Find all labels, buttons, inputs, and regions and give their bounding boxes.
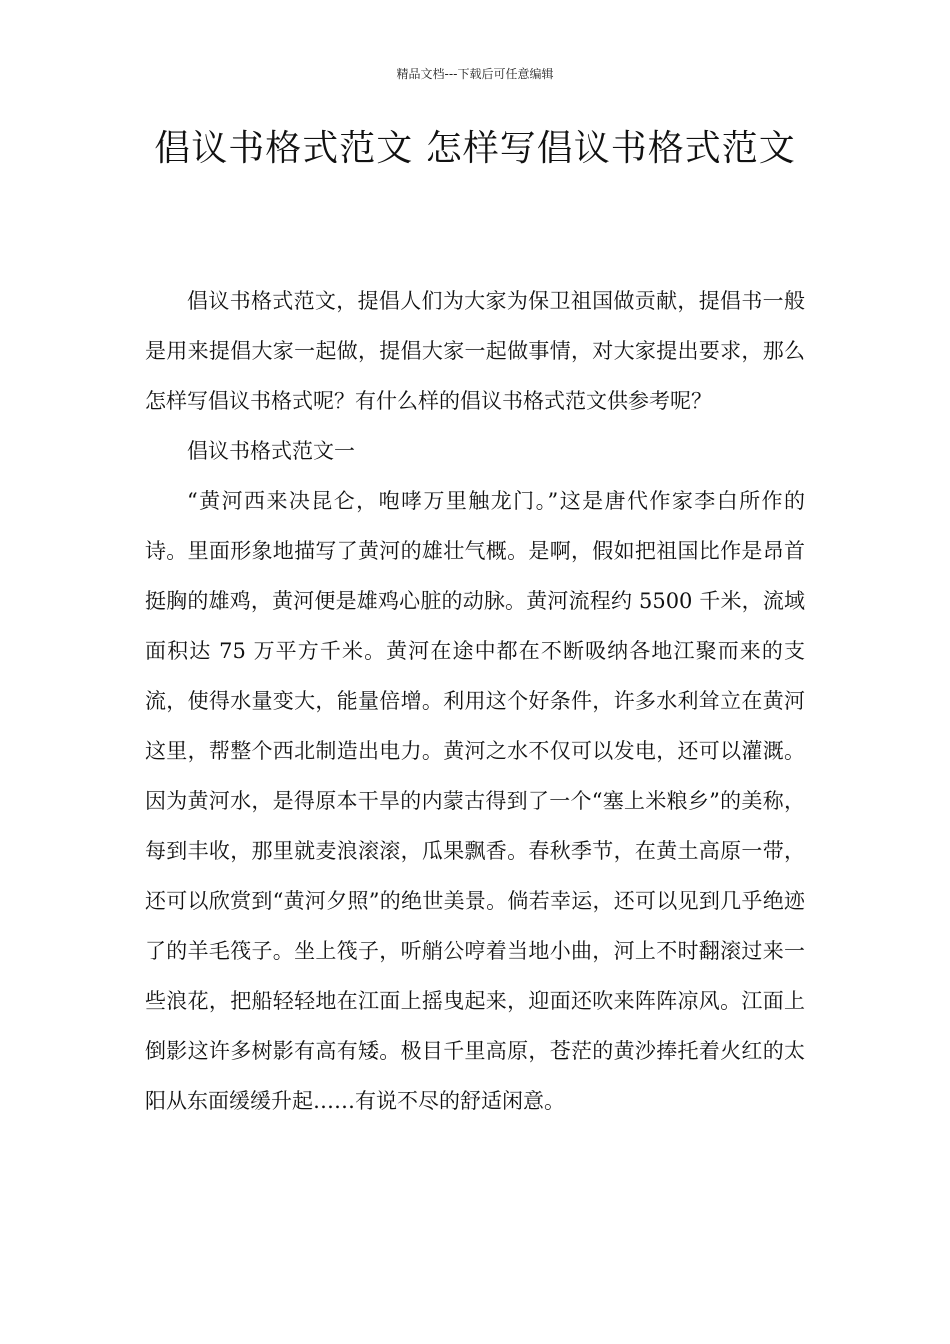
header-note: 精品文档---下载后可任意编辑 bbox=[396, 67, 554, 81]
section-heading: 倡议书格式范文一 bbox=[187, 439, 355, 463]
document-title: 倡议书格式范文 怎样写倡议书格式范文 bbox=[154, 128, 796, 169]
intro-paragraph: 倡议书格式范文，提倡人们为大家为保卫祖国做贡献，提倡书一般是用来提倡大家一起做，提倡大家一起做事情，对大家提出要求，那么怎样写倡议书格式呢？有什么样的倡议书格式范文供参考呢？ bbox=[145, 289, 805, 413]
document-body bbox=[145, 276, 805, 1126]
body-paragraph: “黄河西来决昆仑，咆哮万里触龙门。”这是唐代作家李白所作的诗。里面形象地描写了黄河的雄壮气概。是啊，假如把祖国比作是昂首挺胸的雄鸡，黄河便是雄鸡心脏的动脉。黄河流程约 5500 千米，流域面积达 75 万平方千米。黄河在途中都在不断吸纳各地江聚而来的支流，使得水量变大，能量倍增。利用这个好条件，许多水利耸立在黄河这里，帮整个西北制造出电力。黄河之水不仅可以发电，还可以灌溉。因为黄河水，是得原本干旱的内蒙古得到了一个“塞上米粮乡”的美称，每到丰收，那里就麦浪滚滚，瓜果飘香。春秋季节，在黄土高原一带，还可以欣赏到“黄河夕照”的绝世美景。倘若幸运，还可以见到几乎绝迹了的羊毛筏子。坐上筏子，听艄公哼着当地小曲，河上不时翻滚过来一些浪花，把船轻轻地在江面上摇曳起来，迎面还吹来阵阵凉风。江面上倒影这许多树影有高有矮。极目千里高原，苍茫的黄沙捧托着火红的太阳从东面缓缓升起……有说不尽的舒适闲意。 bbox=[145, 489, 805, 1113]
